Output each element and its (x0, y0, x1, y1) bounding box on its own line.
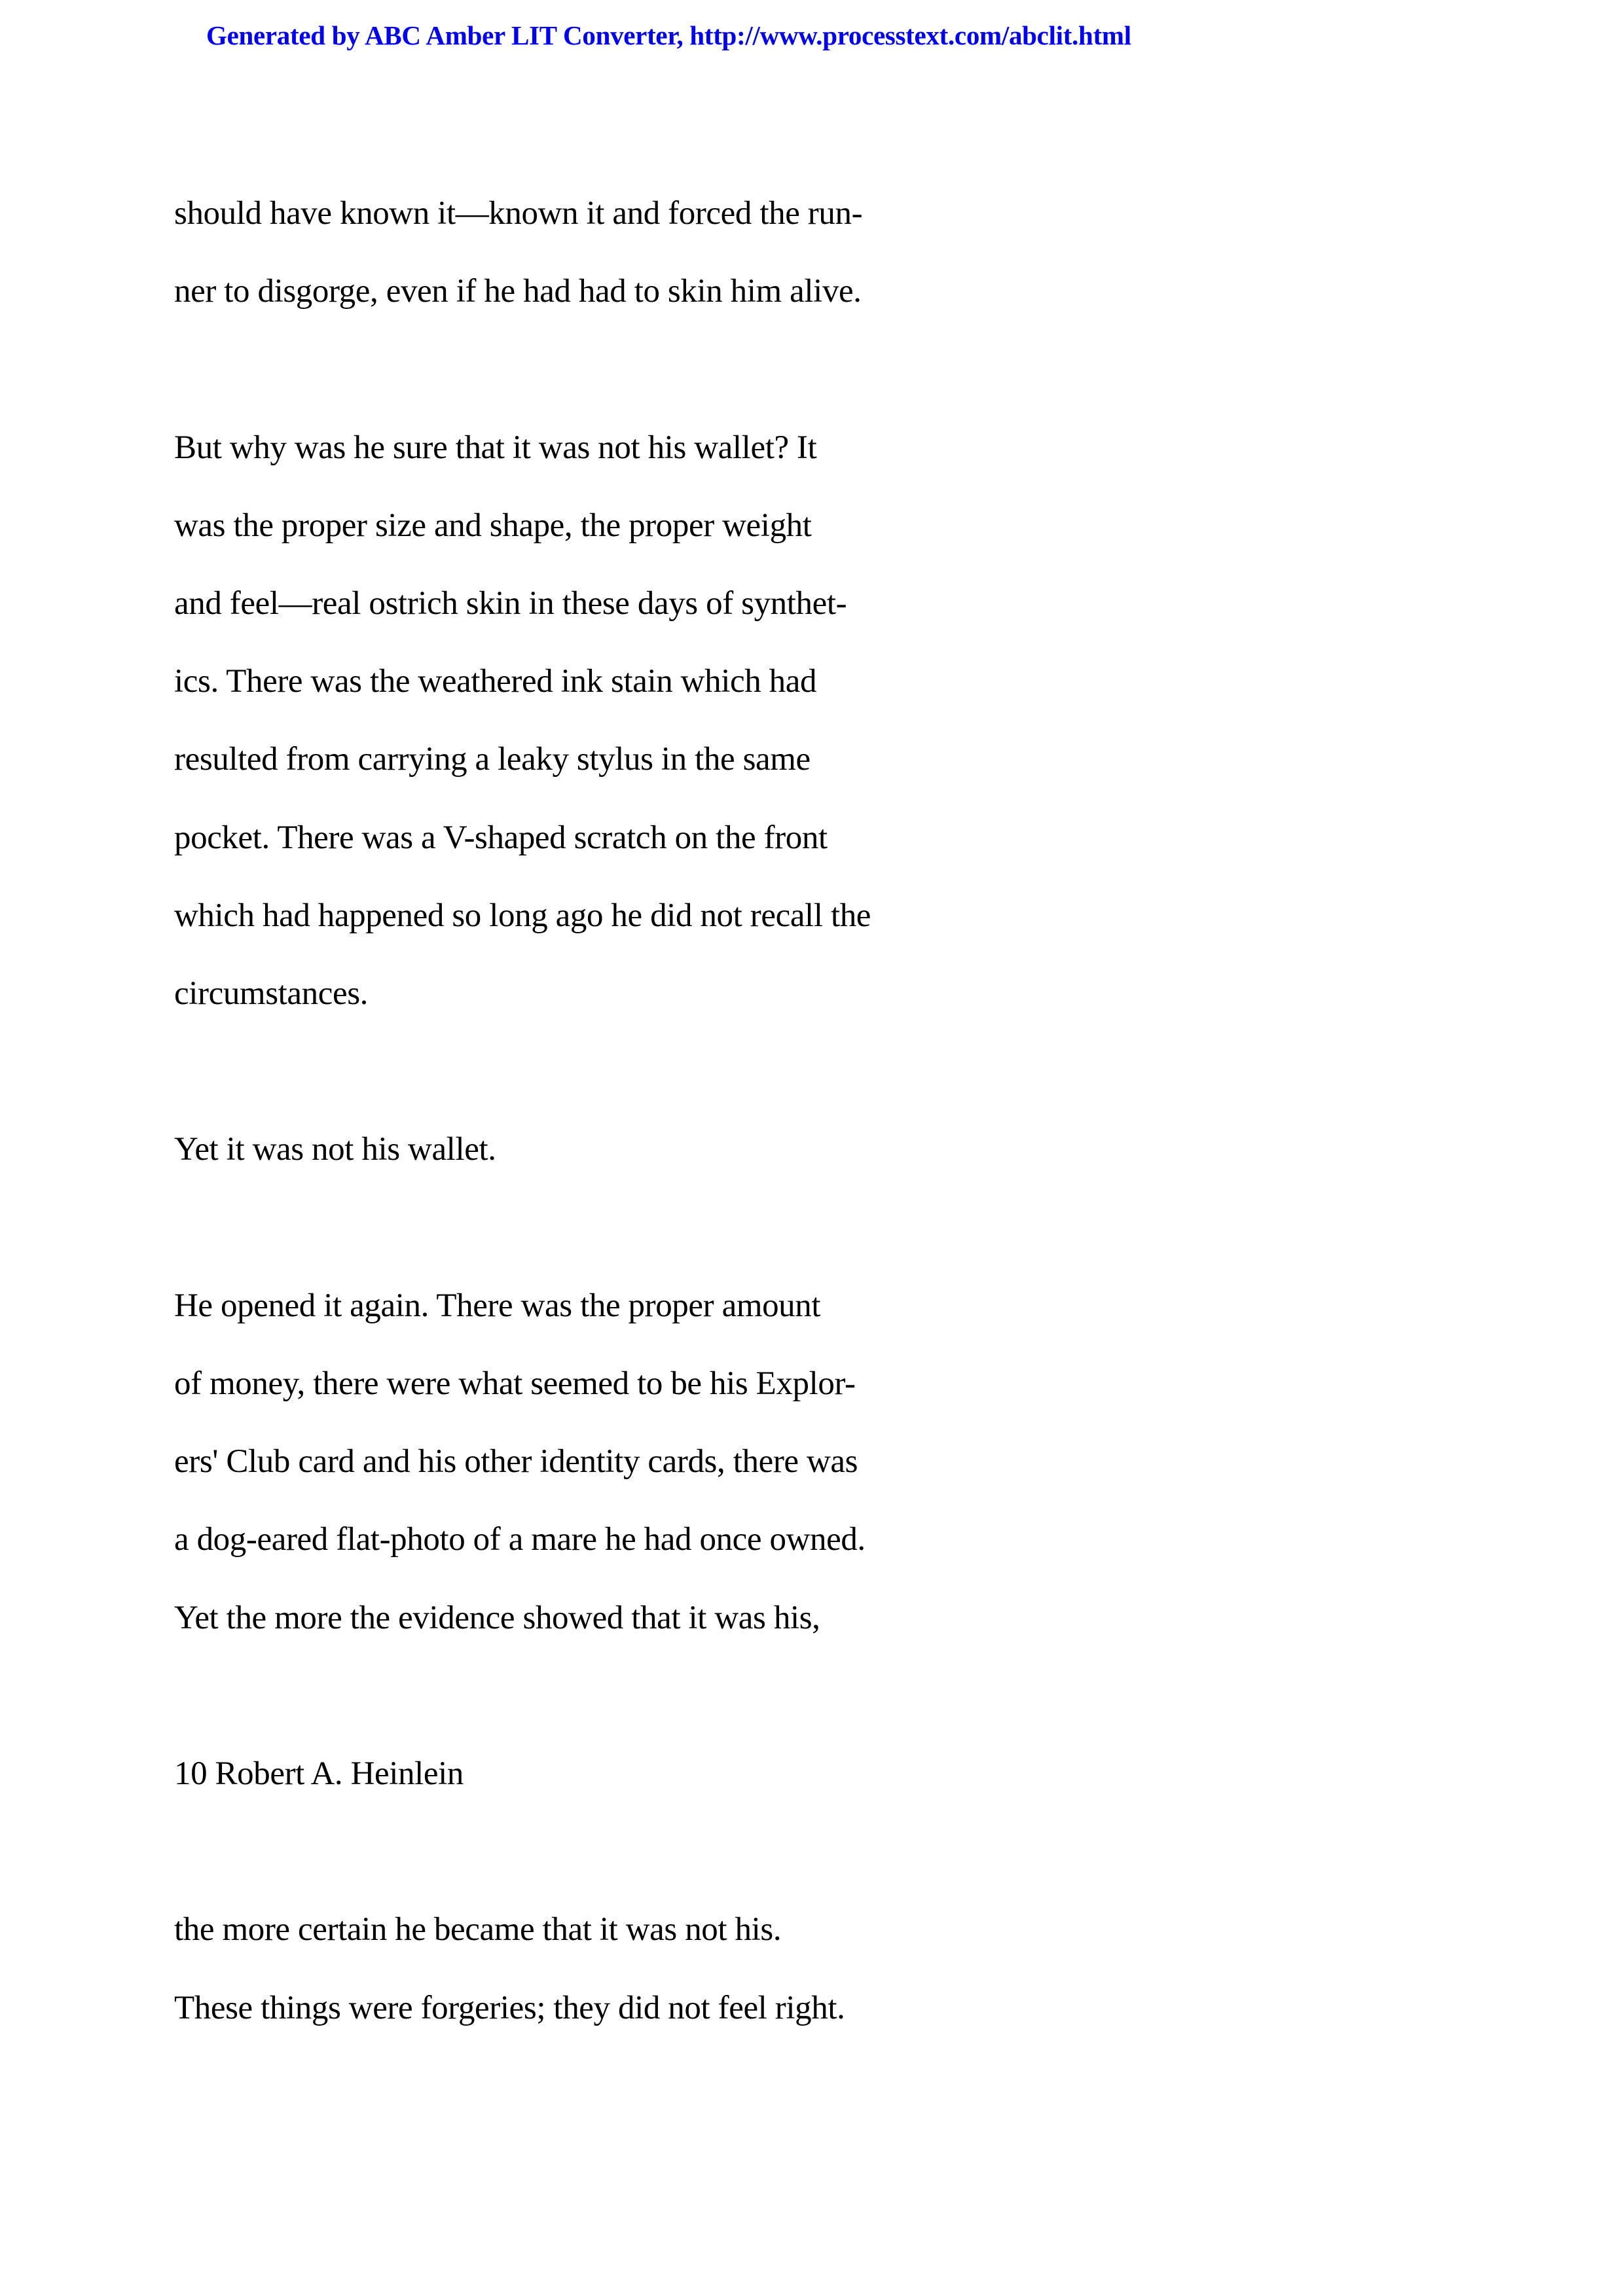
text-line: and feel—real ostrich skin in these days of synthet- (174, 585, 847, 622)
text-line: These things were forgeries; they did not feel right. (174, 1990, 845, 2026)
text-line: ics. There was the weathered ink stain which had (174, 663, 817, 700)
text-line: ner to disgorge, even if he had had to skin him alive. (174, 273, 862, 310)
converter-header-link[interactable]: Generated by ABC Amber LIT Converter, http://www.processtext.com/abclit.html (206, 20, 1131, 50)
text-line: ers' Club card and his other identity cards, there was (174, 1443, 858, 1480)
text-line: circumstances. (174, 975, 369, 1012)
text-line: pocket. There was a V-shaped scratch on the front (174, 819, 828, 856)
text-line: of money, there were what seemed to be his Explor- (174, 1365, 856, 1402)
text-line: a dog-eared flat-photo of a mare he had once owned. (174, 1521, 866, 1558)
text-line: He opened it again. There was the proper amount (174, 1287, 821, 1324)
text-line: was the proper size and shape, the proper weight (174, 507, 812, 544)
text-line: Yet it was not his wallet. (174, 1131, 496, 1168)
text-line: resulted from carrying a leaky stylus in the same (174, 741, 811, 778)
text-line: But why was he sure that it was not his wallet? It (174, 429, 817, 466)
text-line: Yet the more the evidence showed that it was his, (174, 1600, 820, 1636)
text-line: should have known it—known it and forced the run- (174, 195, 863, 232)
text-line: which had happened so long ago he did not recall the (174, 897, 871, 934)
text-line: the more certain he became that it was not his. (174, 1911, 782, 1948)
running-footer: 10 Robert A. Heinlein (174, 1755, 464, 1792)
